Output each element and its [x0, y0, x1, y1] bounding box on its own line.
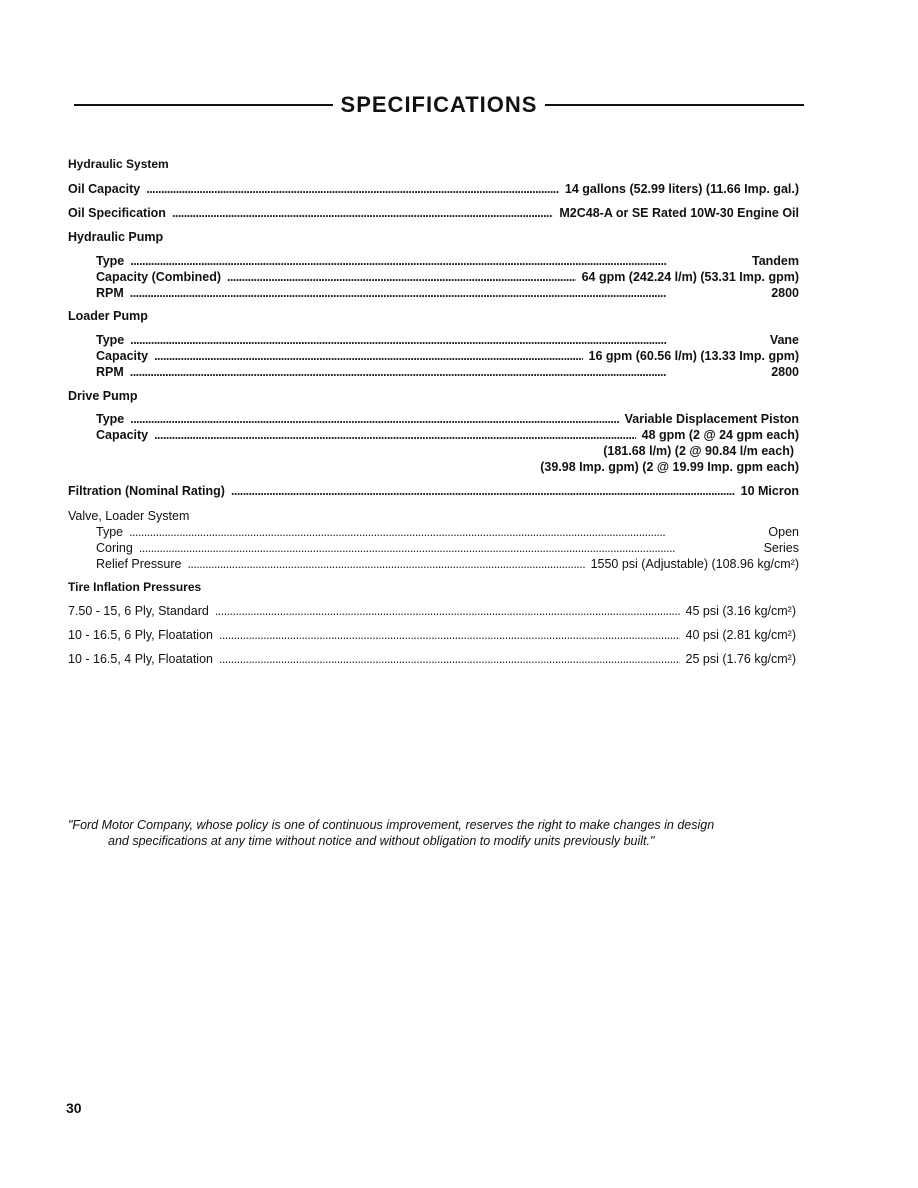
- oil-spec-label: Oil Specification: [68, 206, 166, 220]
- title-rule-left: [74, 104, 333, 106]
- policy-notice: [68, 817, 808, 849]
- drive-pump-heading: Drive Pump: [68, 389, 138, 403]
- oil-spec-row: [68, 205, 799, 221]
- hp-rpm-value: 2800: [771, 286, 799, 300]
- hp-type-value: Tandem: [752, 254, 799, 268]
- page-number: 30: [66, 1100, 82, 1116]
- dp-capacity-value: 48 gpm (2 @ 24 gpm each): [641, 428, 799, 442]
- oil-capacity-label: Oil Capacity: [68, 182, 141, 196]
- dp-type-label: Type: [96, 412, 125, 426]
- loader-pump-rpm-row: [96, 364, 799, 380]
- lp-type-label: Type: [96, 333, 125, 347]
- policy-notice-line-1: "Ford Motor Company, whose policy is one of continuous improvement, reserves the right to make changes in design: [68, 818, 715, 832]
- hp-capacity-label: Capacity (Combined): [96, 270, 222, 284]
- dp-capacity-cont-2: (39.98 Imp. gpm) (2 @ 19.99 Imp. gpm each): [540, 460, 799, 474]
- oil-capacity-value: 14 gallons (52.99 liters) (11.66 Imp. gal.): [564, 182, 799, 196]
- oil-capacity-row: [68, 181, 799, 197]
- policy-notice-line-2: and specifications at any time without notice and without obligation to modify units previously built.": [108, 834, 655, 848]
- tire-value: 40 psi (2.81 kg/cm²): [685, 628, 796, 642]
- filtration-row: [68, 483, 799, 499]
- valve-type-label: Type: [96, 525, 124, 539]
- drive-pump-type-row: [96, 411, 799, 427]
- hydraulic-system-heading: Hydraulic System: [68, 157, 169, 171]
- tire-label: 10 - 16.5, 4 Ply, Floatation: [68, 652, 213, 666]
- page-title-row: [74, 88, 804, 122]
- loader-pump-heading: Loader Pump: [68, 309, 148, 323]
- tire-label: 10 - 16.5, 6 Ply, Floatation: [68, 628, 213, 642]
- hp-capacity-value: 64 gpm (242.24 l/m) (53.31 Imp. gpm): [581, 270, 799, 284]
- valve-type-row: [96, 524, 799, 540]
- valve-relief-label: Relief Pressure: [96, 557, 182, 571]
- hp-rpm-label: RPM: [96, 286, 124, 300]
- loader-pump-type-row: [96, 332, 799, 348]
- page-title: SPECIFICATIONS: [340, 92, 538, 117]
- valve-type-value: Open: [768, 525, 799, 539]
- lp-capacity-value: 16 gpm (60.56 l/m) (13.33 Imp. gpm): [588, 349, 799, 363]
- hydraulic-pump-capacity-row: [96, 269, 799, 285]
- valve-coring-value: Series: [763, 541, 799, 555]
- hydraulic-pump-rpm-row: [96, 285, 799, 301]
- hydraulic-pump-type-row: [96, 253, 799, 269]
- valve-heading: Valve, Loader System: [68, 509, 190, 523]
- dp-type-value: Variable Displacement Piston: [624, 412, 799, 426]
- tire-label: 7.50 - 15, 6 Ply, Standard: [68, 604, 209, 618]
- valve-coring-row: [96, 540, 799, 556]
- lp-rpm-label: RPM: [96, 365, 124, 379]
- title-rule-right: [545, 104, 804, 106]
- tire-heading: Tire Inflation Pressures: [68, 580, 202, 594]
- filtration-label: Filtration (Nominal Rating): [68, 484, 225, 498]
- oil-spec-value: M2C48-A or SE Rated 10W-30 Engine Oil: [559, 206, 799, 220]
- tire-value: 25 psi (1.76 kg/cm²): [685, 652, 796, 666]
- tire-value: 45 psi (3.16 kg/cm²): [685, 604, 796, 618]
- lp-type-value: Vane: [769, 333, 799, 347]
- hydraulic-pump-heading: Hydraulic Pump: [68, 230, 164, 244]
- filtration-value: 10 Micron: [740, 484, 799, 498]
- drive-pump-capacity-row: [96, 427, 799, 443]
- lp-capacity-label: Capacity: [96, 349, 149, 363]
- hp-type-label: Type: [96, 254, 125, 268]
- valve-coring-label: Coring: [96, 541, 133, 555]
- dp-capacity-cont-1: (181.68 l/m) (2 @ 90.84 l/m each): [603, 444, 794, 458]
- valve-relief-value: 1550 psi (Adjustable) (108.96 kg/cm²): [590, 557, 799, 571]
- valve-relief-row: [96, 556, 799, 572]
- tire-row: [68, 651, 796, 667]
- loader-pump-capacity-row: [96, 348, 799, 364]
- tire-row: [68, 627, 796, 643]
- lp-rpm-value: 2800: [771, 365, 799, 379]
- tire-row: [68, 603, 796, 619]
- dp-capacity-label: Capacity: [96, 428, 149, 442]
